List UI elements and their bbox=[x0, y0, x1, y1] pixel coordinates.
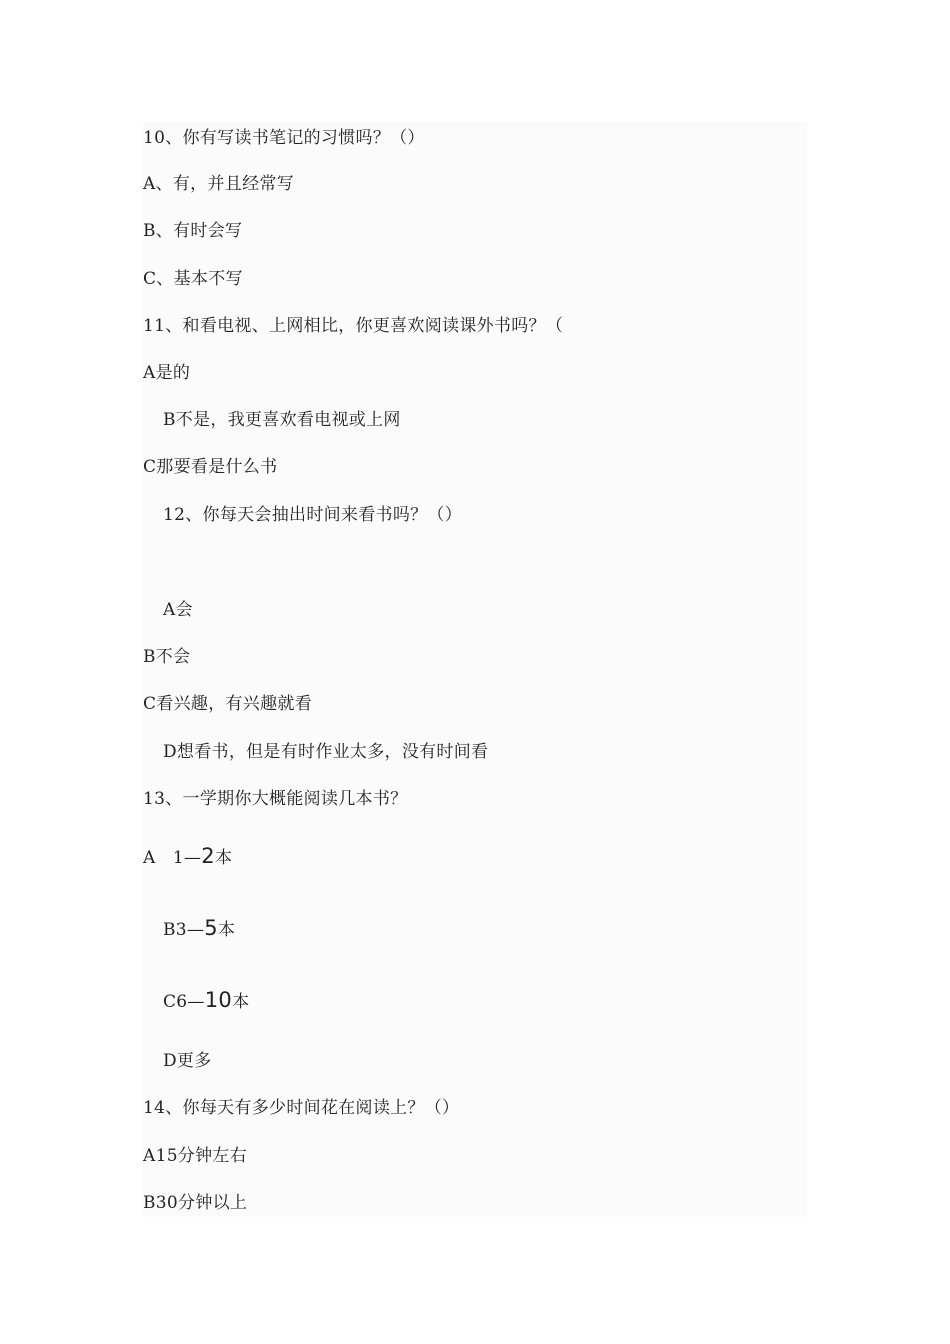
question-13-option-a-number: 2 bbox=[201, 844, 215, 868]
question-11-option-c: C那要看是什么书 bbox=[143, 457, 278, 477]
question-13-title: 13、一学期你大概能阅读几本书？ bbox=[143, 789, 408, 809]
question-12-option-d: D想看书，但是有时作业太多，没有时间看 bbox=[163, 742, 489, 762]
question-13-option-a-unit: 本 bbox=[214, 848, 233, 868]
question-13-option-a bbox=[143, 845, 232, 869]
question-13-option-c bbox=[163, 989, 249, 1013]
question-12-option-b: B不会 bbox=[143, 647, 191, 667]
question-13-option-c-number: 10 bbox=[204, 988, 233, 1012]
question-11-option-a: A是的 bbox=[143, 363, 191, 383]
question-12-title: 12、你每天会抽出时间来看书吗？（） bbox=[163, 505, 463, 525]
question-13-option-b-number: 5 bbox=[204, 916, 218, 940]
question-10-option-c: C、基本不写 bbox=[143, 269, 243, 289]
question-13-option-c-unit: 本 bbox=[232, 992, 250, 1012]
question-13-option-b-prefix: B3— bbox=[163, 920, 205, 940]
question-14-title: 14、你每天有多少时间花在阅读上？（） bbox=[143, 1098, 460, 1118]
question-13-option-b bbox=[163, 917, 235, 941]
question-13-option-c-prefix: C6— bbox=[163, 992, 205, 1012]
question-12-option-c: C看兴趣，有兴趣就看 bbox=[143, 694, 313, 714]
question-13-option-d: D更多 bbox=[163, 1051, 212, 1071]
question-10-option-a: A、有，并且经常写 bbox=[143, 174, 294, 194]
question-13-option-b-unit: 本 bbox=[217, 920, 236, 940]
question-14-option-b: B30分钟以上 bbox=[143, 1193, 248, 1213]
question-11-title: 11、和看电视、上网相比，你更喜欢阅读课外书吗？（ bbox=[143, 316, 564, 336]
question-12-option-a: A会 bbox=[163, 600, 193, 620]
question-14-option-a: A15分钟左右 bbox=[143, 1146, 248, 1166]
question-11-option-b: B不是，我更喜欢看电视或上网 bbox=[163, 410, 401, 430]
question-13-option-a-prefix: A 1— bbox=[143, 848, 202, 868]
question-10-option-b: B、有时会写 bbox=[143, 221, 243, 241]
question-10-title: 10、你有写读书笔记的习惯吗？（） bbox=[143, 128, 425, 148]
